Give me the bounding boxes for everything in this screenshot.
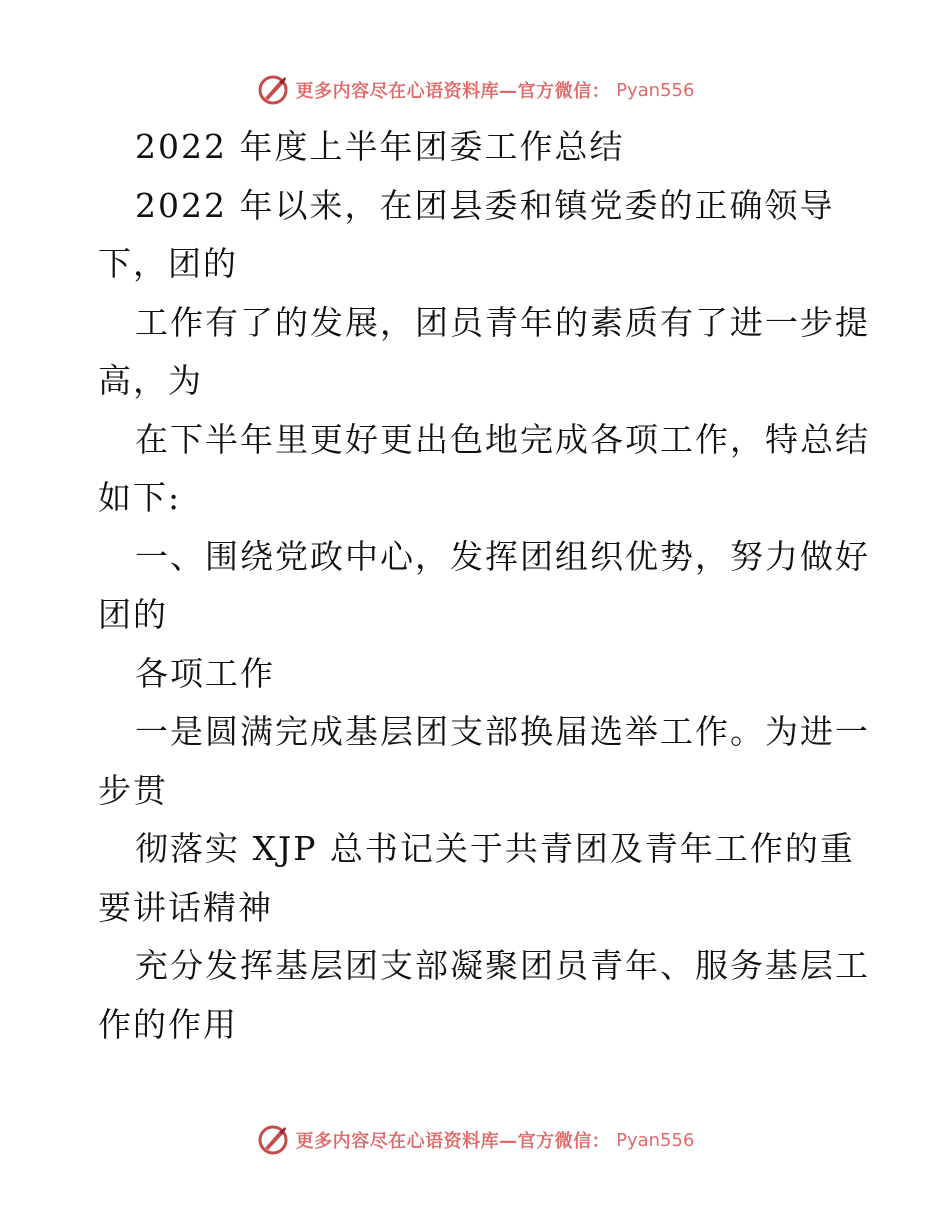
watermark-contact: Pyan556 <box>616 79 695 101</box>
section-heading-line: 各项工作 <box>135 653 275 693</box>
watermark-contact: Pyan556 <box>616 1129 695 1151</box>
watermark-text: 更多内容尽在心语资料库—官方微信： <box>295 81 611 102</box>
section-heading-line: 一、围绕党政中心，发挥团组织优势，努力做好 <box>135 536 870 576</box>
paragraph-line: 作的作用 <box>98 1004 238 1044</box>
section-heading-line: 团的 <box>98 595 168 634</box>
paragraph-line: 要讲话精神 <box>98 887 273 927</box>
paragraph-line: 高，为 <box>98 361 203 400</box>
paragraph-line: 在下半年里更好更出色地完成各项工作，特总结 <box>135 419 870 459</box>
document-title: 2022 年度上半年团委工作总结 <box>135 127 625 166</box>
paragraph-line: 下，团的 <box>98 244 238 283</box>
quill-pen-logo-icon <box>256 73 290 107</box>
paragraph-line: 充分发挥基层团支部凝聚团员青年、服务基层工 <box>135 946 870 985</box>
paragraph-line: 步贯 <box>98 770 168 810</box>
paragraph-line: 如下: <box>98 478 182 517</box>
paragraph-line: 2022 年以来，在团县委和镇党委的正确领导 <box>135 185 835 225</box>
document-body <box>98 118 870 1054</box>
footer-watermark <box>0 1122 950 1158</box>
paragraph-line: 彻落实 XJP 总书记关于共青团及青年工作的重 <box>135 829 855 868</box>
paragraph-line: 工作有了的发展，团员青年的素质有了进一步提 <box>135 302 870 342</box>
header-watermark <box>0 72 950 108</box>
paragraph-line: 一是圆满完成基层团支部换届选举工作。为进一 <box>135 712 870 751</box>
watermark-text: 更多内容尽在心语资料库—官方微信： <box>295 1131 611 1152</box>
quill-pen-logo-icon <box>256 1123 290 1157</box>
